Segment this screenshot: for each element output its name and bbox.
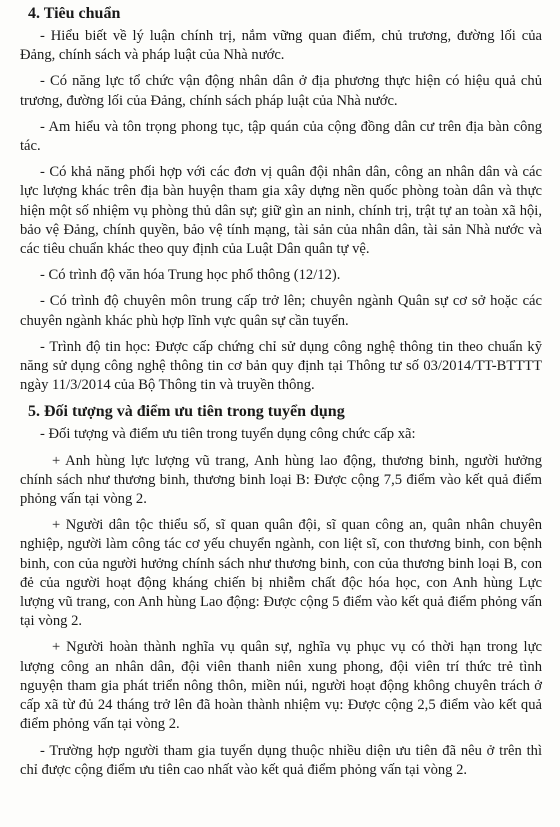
section-5-closing: - Trường hợp người tham gia tuyển dụng thuộc nhiều diện ưu tiên đã nêu ở trên thì chỉ được cộng điểm ưu tiên cao nhất vào kết quả điểm phỏng vấn tại vòng 2. (20, 742, 542, 778)
section-5-heading: 5. Đối tượng và điểm ưu tiên trong tuyển dụng (28, 403, 345, 421)
section-4-paragraph: - Có khả năng phối hợp với các đơn vị quân đội nhân dân, công an nhân dân và các lực lượng khác trên địa bàn huyện tham gia xây dựng nền quốc phòng toàn dân và thực hiện một số nhiệm vụ phòng thủ dân sự; giữ gìn an ninh, chính trị, trật tự an toàn xã hội, bảo vệ Đảng, chính quyền, bảo vệ tính mạng, tài sản của nhân dân, tài sản Nhà nước và các tiêu chuẩn khác theo quy định của Luật Dân quân tự vệ. (20, 164, 542, 258)
section-4-paragraph: - Có trình độ chuyên môn trung cấp trở lên; chuyên ngành Quân sự cơ sở hoặc các chuyên ngành khác phù hợp lĩnh vực quân sự cần tuyển. (20, 293, 542, 329)
section-4-paragraph: - Am hiểu và tôn trọng phong tục, tập quán của cộng đồng dân cư trên địa bàn công tác. (20, 118, 542, 155)
section-4-paragraph: - Hiểu biết về lý luận chính trị, nắm vững quan điểm, chủ trương, đường lối của Đảng, chính sách và pháp luật của Nhà nước. (20, 28, 542, 64)
section-5-intro: - Đối tượng và điểm ưu tiên trong tuyển dụng công chức cấp xã: (40, 426, 416, 443)
section-4-heading: 4. Tiêu chuẩn (28, 5, 121, 22)
priority-item: + Anh hùng lực lượng vũ trang, Anh hùng lao động, thương binh, người hưởng chính sách như thương binh, thương binh loại B: Được cộng 7,5 điểm vào kết quả điểm phỏng vấn tại vòng 2. (20, 452, 542, 508)
priority-item: + Người hoàn thành nghĩa vụ quân sự, nghĩa vụ phục vụ có thời hạn trong lực lượng công an nhân dân, đội viên thanh niên xung phong, đội viên trí thức trẻ tình nguyện tham gia phát triển nông thôn, miền núi, người hoạt động không chuyên trách ở cấp xã từ đủ 24 tháng trở lên đã hoàn thành nhiệm vụ: Được cộng 2,5 điểm vào kết quả điểm phỏng vấn tại vòng 2. (20, 639, 542, 733)
section-4-paragraph: - Có trình độ văn hóa Trung học phổ thông (12/12). (40, 267, 341, 284)
section-4-paragraph: - Có năng lực tổ chức vận động nhân dân ở địa phương thực hiện có hiệu quả chủ trương, đường lối của Đảng, chính sách pháp luật của Nhà nước. (20, 73, 542, 109)
section-4-paragraph: - Trình độ tin học: Được cấp chứng chỉ sử dụng công nghệ thông tin theo chuẩn kỹ năng sử dụng công nghệ thông tin cơ bản quy định tại Thông tư số 03/2014/TT-BTTTT ngày 11/3/2014 của Bộ Thông tin và truyền thông. (20, 338, 542, 394)
priority-item: + Người dân tộc thiểu số, sĩ quan quân đội, sĩ quan công an, quân nhân chuyên nghiệp, người làm công tác cơ yếu chuyển ngành, con liệt sĩ, con thương binh, con bệnh binh, con của người hưởng chính sách như thương binh, con của thương binh loại B, con đẻ của người hoạt động kháng chiến bị nhiễm chất độc hóa học, con Anh hùng Lực lượng vũ trang, con Anh hùng Lao động: Được cộng 5 điểm vào kết quả điểm phỏng vấn tại vòng 2. (20, 517, 542, 630)
